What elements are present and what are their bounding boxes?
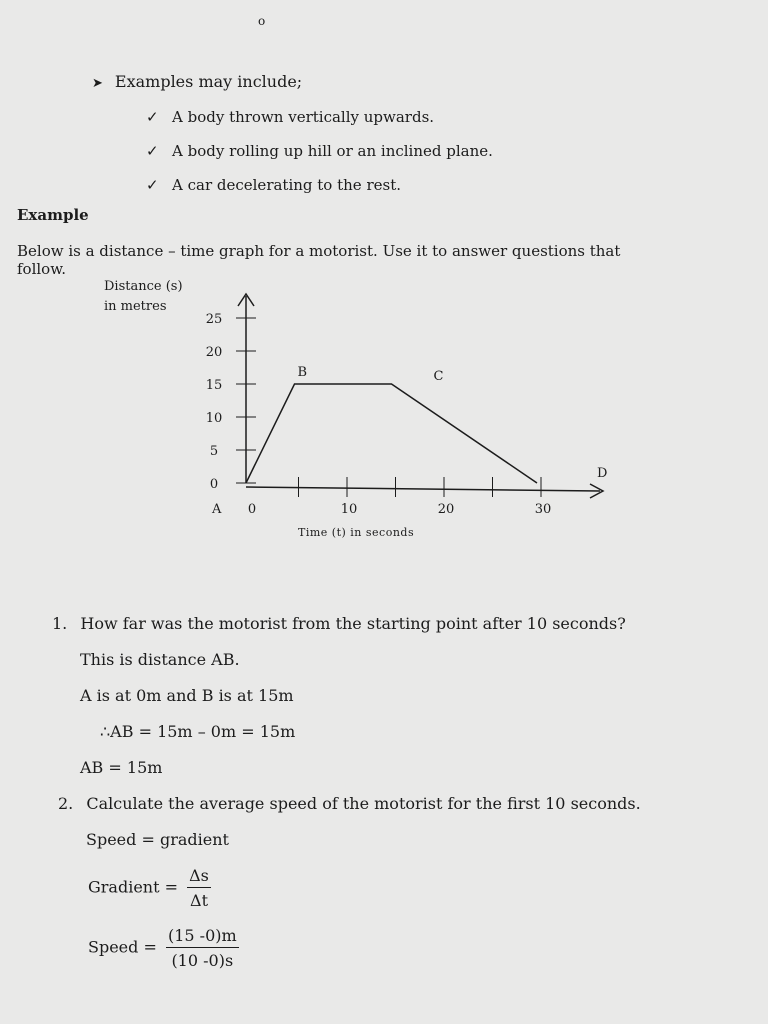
fraction-denominator: Δt	[190, 891, 208, 910]
x-axis	[246, 487, 600, 491]
question-2-number: 2.	[58, 794, 74, 813]
speed-label: Speed =	[88, 937, 157, 957]
question-2-text: Calculate the average speed of the motorist for the first 10 seconds.	[86, 794, 641, 813]
y-axis-label-line1: Distance (s)	[104, 279, 183, 294]
answer-line: AB = 15m	[80, 758, 163, 777]
intro-text-continued: follow.	[17, 260, 67, 278]
y-tick-label: 10	[205, 411, 223, 426]
fraction-numerator: Δs	[187, 866, 211, 888]
question-1-text: How far was the motorist from the starting point after 10 seconds?	[80, 614, 626, 633]
y-tick-label: 5	[209, 444, 219, 459]
fraction-denominator: (10 -0)s	[171, 951, 234, 970]
x-tick-label: 10	[340, 502, 358, 517]
point-label-c: C	[433, 369, 444, 384]
example-item	[146, 108, 434, 126]
checkmark-icon: ✓	[146, 108, 159, 126]
x-axis-label: Time (t) in seconds	[298, 526, 415, 539]
y-tick-label: 0	[209, 477, 219, 492]
y-ticks	[206, 312, 256, 492]
point-labels	[211, 365, 607, 517]
intro-text: Below is a distance – time graph for a motorist. Use it to answer questions that	[17, 242, 621, 260]
example-item	[146, 142, 493, 160]
examples-intro	[92, 72, 302, 91]
example-item-text: A body thrown vertically upwards.	[172, 108, 435, 126]
speed-equation: Speed = gradient	[86, 830, 229, 849]
x-tick-label: 20	[437, 502, 455, 517]
y-tick-label: 25	[205, 312, 223, 327]
speed-fraction	[166, 926, 239, 970]
tick-marks	[299, 477, 542, 497]
distance-time-graph	[0, 270, 768, 550]
fraction-numerator: (15 -0)m	[166, 926, 239, 948]
gradient-fraction	[187, 866, 211, 910]
y-tick-label: 20	[205, 345, 223, 360]
x-tick-label: 30	[534, 502, 552, 517]
point-label-b: B	[297, 365, 308, 380]
gradient-formula	[88, 866, 211, 910]
answer-line: This is distance AB.	[80, 650, 240, 669]
motorist-series-line	[246, 384, 537, 483]
x-ticks	[248, 502, 551, 517]
speed-formula	[88, 926, 239, 970]
example-heading: Example	[17, 206, 89, 224]
gradient-label: Gradient =	[88, 877, 179, 897]
checkmark-icon: ✓	[146, 176, 159, 194]
question-2	[58, 794, 641, 813]
answer-line: ∴AB = 15m – 0m = 15m	[100, 722, 296, 741]
x-tick-label: 0	[247, 502, 257, 517]
point-label-d: D	[597, 466, 608, 481]
arrow-bullet-icon: ➤	[92, 76, 103, 91]
answer-line: A is at 0m and B is at 15m	[80, 686, 294, 705]
example-item-text: A body rolling up hill or an inclined plane.	[172, 142, 493, 160]
question-1	[52, 614, 626, 633]
question-1-number: 1.	[52, 614, 68, 633]
page-mark: o	[258, 14, 266, 28]
example-item-text: A car decelerating to the rest.	[172, 176, 401, 194]
point-label-a: A	[212, 502, 222, 517]
examples-intro-text: Examples may include;	[114, 72, 303, 91]
y-axis-label-line2: in metres	[104, 299, 167, 314]
checkmark-icon: ✓	[146, 142, 159, 160]
y-tick-label: 15	[205, 378, 223, 393]
example-item	[146, 176, 401, 194]
